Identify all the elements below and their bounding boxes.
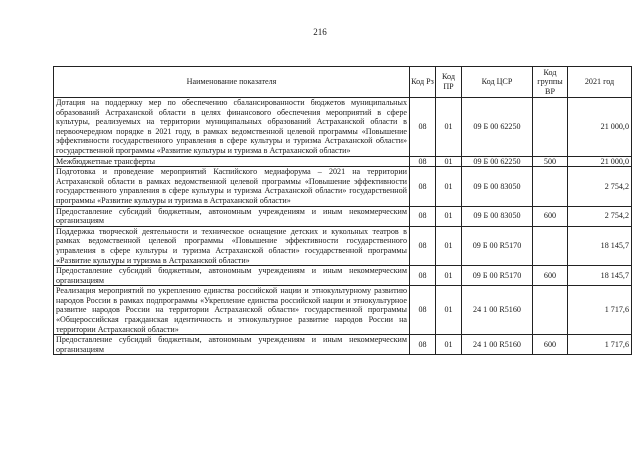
row-pr: 01 [436, 226, 462, 265]
row-amount: 21 000,0 [568, 98, 632, 157]
header-rz: Код Рз [410, 67, 436, 98]
table-row [54, 335, 632, 355]
row-vr [533, 98, 568, 157]
budget-table [53, 66, 632, 355]
row-amount: 2 754,2 [568, 206, 632, 226]
row-name: Подготовка и проведение мероприятий Каспийского медиафорума – 2021 на территории Астраханской области в рамках ведомственной целевой программы «Повышение эффективности государственного управления в сфере культуры и туризма Астраханской области» государственной программы «Развитие культуры и туризма в Астраханской области» [54, 167, 410, 206]
row-csr: 09 Б 00 62250 [462, 156, 533, 167]
row-csr: 24 1 00 R5160 [462, 335, 533, 355]
table-header-row [54, 67, 632, 98]
table-row [54, 286, 632, 335]
row-name: Поддержка творческой деятельности и техническое оснащение детских и кукольных театров в рамках ведомственной целевой программы «Повышение эффективности государственного управления в сфере культуры и туризма Астраханской области» государственной программы «Развитие культуры и туризма в Астраханской области» [54, 226, 410, 265]
table-row [54, 156, 632, 167]
row-name: Реализация мероприятий по укреплению единства российской нации и этнокультурному развитию народов России в рамках подпрограммы «Укрепление единства российской нации и этнокультурное развитие народов России на территории Астраханской области» государственной программы «Общероссийская гражданская идентичность и этнокультурное развитие народов России на территории Астраханской области» [54, 286, 410, 335]
row-amount: 1 717,6 [568, 286, 632, 335]
row-pr: 01 [436, 266, 462, 286]
row-vr [533, 286, 568, 335]
row-rz: 08 [410, 266, 436, 286]
row-vr: 500 [533, 156, 568, 167]
row-rz: 08 [410, 286, 436, 335]
row-pr: 01 [436, 98, 462, 157]
row-rz: 08 [410, 156, 436, 167]
header-csr: Код ЦСР [462, 67, 533, 98]
header-year: 2021 год [568, 67, 632, 98]
row-csr: 24 1 00 R5160 [462, 286, 533, 335]
row-name: Межбюджетные трансферты [54, 156, 410, 167]
row-pr: 01 [436, 167, 462, 206]
page-number: 216 [313, 27, 327, 37]
row-rz: 08 [410, 206, 436, 226]
row-amount: 18 145,7 [568, 266, 632, 286]
row-amount: 18 145,7 [568, 226, 632, 265]
row-csr: 09 Б 00 83050 [462, 206, 533, 226]
row-name: Дотация на поддержку мер по обеспечению сбалансированности бюджетов муниципальных образований Астраханской области в целях финансового обеспечения мероприятий в сфере культуры, реализуемых на территории муниципальных образований Астраханской области в первоочередном порядке в 2021 году, в рамках ведомственной целевой программы «Повышение эффективности государственного управления в сфере культуры и туризма Астраханской области» государственной программы «Развитие культуры и туризма в Астраханской области» [54, 98, 410, 157]
row-vr: 600 [533, 335, 568, 355]
row-pr: 01 [436, 206, 462, 226]
row-name: Предоставление субсидий бюджетным, автономным учреждениям и иным некоммерческим организациям [54, 206, 410, 226]
header-pr: Код ПР [436, 67, 462, 98]
row-csr: 09 Б 00 R5170 [462, 226, 533, 265]
row-amount: 21 000,0 [568, 156, 632, 167]
table-row [54, 266, 632, 286]
row-pr: 01 [436, 335, 462, 355]
row-csr: 09 Б 00 62250 [462, 98, 533, 157]
row-rz: 08 [410, 167, 436, 206]
row-vr [533, 167, 568, 206]
row-csr: 09 Б 00 83050 [462, 167, 533, 206]
row-rz: 08 [410, 226, 436, 265]
table-row [54, 206, 632, 226]
row-amount: 1 717,6 [568, 335, 632, 355]
row-amount: 2 754,2 [568, 167, 632, 206]
header-name: Наименование показателя [54, 67, 410, 98]
table-row [54, 167, 632, 206]
row-csr: 09 Б 00 R5170 [462, 266, 533, 286]
table-row [54, 98, 632, 157]
row-vr: 600 [533, 206, 568, 226]
row-pr: 01 [436, 286, 462, 335]
row-rz: 08 [410, 335, 436, 355]
row-vr: 600 [533, 266, 568, 286]
row-vr [533, 226, 568, 265]
row-pr: 01 [436, 156, 462, 167]
header-vr: Код группы ВР [533, 67, 568, 98]
table-row [54, 226, 632, 265]
row-name: Предоставление субсидий бюджетным, автономным учреждениям и иным некоммерческим организациям [54, 335, 410, 355]
row-name: Предоставление субсидий бюджетным, автономным учреждениям и иным некоммерческим организациям [54, 266, 410, 286]
row-rz: 08 [410, 98, 436, 157]
